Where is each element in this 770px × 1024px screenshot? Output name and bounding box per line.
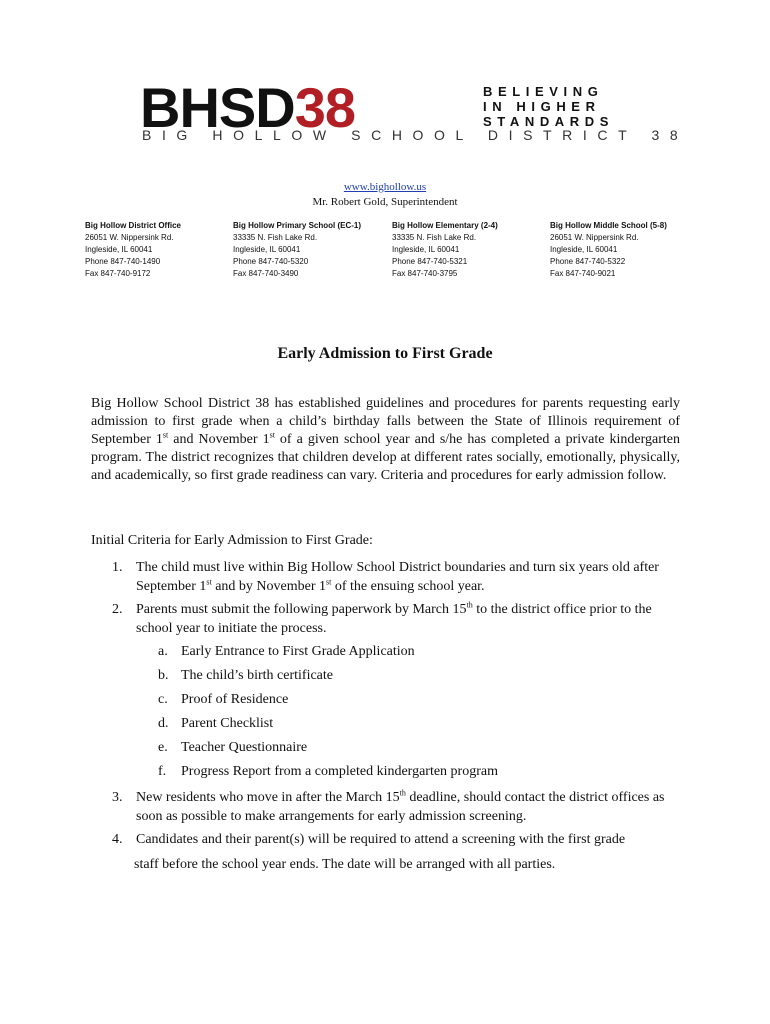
office-address: 33335 N. Fish Lake Rd. [233,233,318,242]
item-text: Parent Checklist [181,716,274,731]
office-city: Ingleside, IL 60041 [392,245,460,254]
item-text-part: New residents who move in after the March 15 [136,790,400,805]
item-text-part: of the ensuing school year. [331,579,485,594]
item-text [136,788,682,826]
office-address: 26051 W. Nippersink Rd. [85,233,174,242]
item-text [136,600,682,638]
item-text: Proof of Residence [181,692,289,707]
ordinal-suffix: th [466,600,473,610]
item-number: 4. [112,832,123,847]
item-text-part: Parents must submit the following paperwork by March 15 [136,602,467,617]
paperwork-item [158,666,333,685]
paperwork-item [158,690,288,709]
office-block-primary [233,220,361,280]
ordinal-suffix: st [326,577,332,587]
item-text-part: to the district office prior to the school year to initiate the process. [136,602,652,636]
office-fax: Fax 847-740-3795 [392,269,458,278]
office-block-district [85,220,181,280]
criteria-item [112,558,682,596]
criteria-item [112,788,682,826]
logo-tagline-line: STANDARDS [483,114,615,129]
intro-text: Big Hollow School District 38 has established guidelines and procedures for parents requesting early admission to first grade when a child’s birthday falls between the State of Illinois requirement of September 1 [91,396,680,447]
logo-acronym-number: 38 [294,76,355,139]
office-city: Ingleside, IL 60041 [550,245,618,254]
office-phone: Phone 847-740-5322 [550,257,626,266]
superintendent-line: Mr. Robert Gold, Superintendent [312,196,458,208]
logo-district-name: BIG HOLLOW SCHOOL DISTRICT 38 [142,127,689,143]
office-address: 33335 N. Fish Lake Rd. [392,233,477,242]
logo-acronym-letters: BHSD [140,76,295,139]
item-text-part: deadline, should contact the district offices as soon as possible to make arrangements for early admission screening. [136,790,665,824]
item-letter: e. [158,740,168,755]
item-letter: f. [158,764,167,779]
office-fax: Fax 847-740-9021 [550,269,616,278]
office-city: Ingleside, IL 60041 [85,245,153,254]
ordinal-suffix: st [162,430,169,440]
ordinal-suffix: th [399,788,406,798]
item-text [136,830,682,874]
office-phone: Phone 847-740-5320 [233,257,309,266]
item-text: The child’s birth certificate [181,668,333,683]
office-address: 26051 W. Nippersink Rd. [550,233,639,242]
item-number: 2. [112,602,123,617]
item-number: 3. [112,790,123,805]
item-text-part: The child must live within Big Hollow School District boundaries and turn six years old after September 1 [136,560,659,594]
item-letter: c. [158,692,168,707]
office-fax: Fax 847-740-3490 [233,269,299,278]
criteria-item [112,600,682,638]
ordinal-suffix: st [206,577,212,587]
intro-paragraph [91,395,680,485]
district-logo [140,76,689,146]
item-letter: d. [158,716,169,731]
item-text-part: and by November 1 [211,579,327,594]
logo-tagline-line: BELIEVING [483,84,604,99]
criteria-heading: Initial Criteria for Early Admission to First Grade: [91,533,373,548]
item-number: 1. [112,560,123,575]
ordinal-suffix: st [269,430,275,440]
item-text: Teacher Questionnaire [181,740,308,755]
item-text: Early Entrance to First Grade Application [181,644,415,659]
office-block-middle [550,220,667,280]
office-name: Big Hollow Middle School (5-8) [550,221,667,230]
document-title: Early Admission to First Grade [277,345,493,362]
paperwork-item [158,762,498,781]
office-name: Big Hollow Elementary (2-4) [392,221,498,230]
office-phone: Phone 847-740-1490 [85,257,161,266]
logo-tagline [483,84,614,129]
paperwork-item [158,738,307,757]
logo-tagline-line: IN HIGHER [483,99,601,114]
office-phone: Phone 847-740-5321 [392,257,468,266]
item-letter: b. [158,668,169,683]
website-link[interactable]: www.bighollow.us [343,181,427,193]
item-text: Progress Report from a completed kindergarten program [181,764,498,779]
paperwork-item [158,714,273,733]
criteria-item [112,830,682,874]
office-name: Big Hollow District Office [85,221,182,230]
item-text [136,558,682,596]
office-city: Ingleside, IL 60041 [233,245,301,254]
website-line [0,181,770,193]
intro-text: and November 1 [168,432,270,447]
item-text-line: staff before the school year ends. The date will be arranged with all parties. [134,857,556,872]
item-letter: a. [158,644,168,659]
office-name: Big Hollow Primary School (EC-1) [233,221,362,230]
item-text-line: Candidates and their parent(s) will be required to attend a screening with the first grade [136,832,626,847]
office-fax: Fax 847-740-9172 [85,269,151,278]
paperwork-item [158,642,415,661]
intro-text: of a given school year and s/he has completed a private kindergarten program. The district recognizes that children develop at different rates socially, emotionally, physically, and academically, so first grade readiness can vary. Criteria and procedures for early admission follow. [91,432,680,483]
office-block-elementary [392,220,498,280]
